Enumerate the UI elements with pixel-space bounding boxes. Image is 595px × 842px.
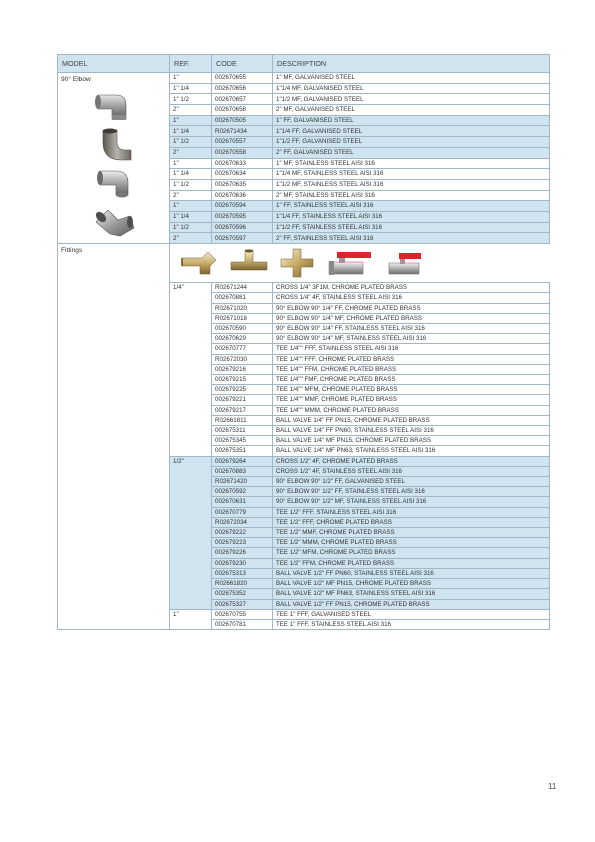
code-cell: 002670597	[212, 233, 273, 244]
fittings-images	[173, 246, 550, 280]
code-cell: 002679222	[212, 528, 273, 538]
description-cell: 90° ELBOW 90° 1/2" MF, STAINLESS STEEL AISI 316	[273, 497, 550, 507]
code-cell: 002679217	[212, 405, 273, 415]
code-cell: 002670590	[212, 324, 273, 334]
description-cell: TEE 1/2" FFF, CHROME PLATED BRASS	[273, 517, 550, 527]
code-cell: 002670781	[212, 619, 273, 629]
description-cell: 90° ELBOW 90° 1/2" FF, GALVANISED STEEL	[273, 477, 550, 487]
description-cell: TEE 1/4"" MMF, CHROME PLATED BRASS	[273, 395, 550, 405]
code-cell: R02671434	[212, 126, 273, 137]
code-cell: 002670636	[212, 190, 273, 201]
description-cell: TEE 1/2" MMM, CHROME PLATED BRASS	[273, 538, 550, 548]
description-cell: TEE 1/2" FFM, CHROME PLATED BRASS	[273, 558, 550, 568]
code-cell: 002670558	[212, 147, 273, 158]
code-cell: 002675311	[212, 426, 273, 436]
ref-cell: 1" 1/2	[170, 94, 212, 105]
code-cell: 002670881	[212, 293, 273, 303]
header-description: DESCRIPTION	[273, 55, 550, 73]
description-cell: TEE 1/4"" FFF, STAINLESS STEEL AISI 316	[273, 344, 550, 354]
description-cell: 1"1/4 FF, STAINLESS STEEL AISI 316	[273, 211, 550, 222]
tee-fitting-icon	[229, 248, 269, 278]
description-cell: TEE 1/2" MMF, CHROME PLATED BRASS	[273, 528, 550, 538]
description-cell: TEE 1/4"" MMM, CHROME PLATED BRASS	[273, 405, 550, 415]
description-cell: TEE 1/4"" FFF, CHROME PLATED BRASS	[273, 354, 550, 364]
description-cell: BALL VALVE 1/4" MF PN15, CHROME PLATED BRASS	[273, 436, 550, 446]
description-cell: 90° ELBOW 90° 1/2" FF, STAINLESS STEEL AISI 316	[273, 487, 550, 497]
ref-cell: 1" 1/4	[170, 211, 212, 222]
code-cell: 002670883	[212, 466, 273, 476]
header-ref: REF.	[170, 55, 212, 73]
header-code: CODE	[212, 55, 273, 73]
code-cell: R02671244	[212, 283, 273, 293]
code-cell: 002670594	[212, 201, 273, 212]
code-cell: 002679225	[212, 385, 273, 395]
description-cell: 1"1/2 MF, STAINLESS STEEL AISI 316	[273, 179, 550, 190]
code-cell: 002670557	[212, 137, 273, 148]
galvanised-elbow-mf-icon	[92, 87, 138, 123]
product-table	[57, 54, 550, 630]
ref-cell: 1"	[170, 115, 212, 126]
code-cell: R02672030	[212, 354, 273, 364]
description-cell: 2" FF, GALVANISED STEEL	[273, 147, 550, 158]
galvanised-elbow-ff-icon	[95, 126, 135, 162]
code-cell: 002670655	[212, 73, 273, 84]
code-cell: 002670658	[212, 105, 273, 116]
description-cell: 1"1/4 FF, GALVANISED STEEL	[273, 126, 550, 137]
code-cell: 002670633	[212, 158, 273, 169]
code-cell: 002670656	[212, 83, 273, 94]
description-cell: 2" FF, STAINLESS STEEL AISI 316	[273, 233, 550, 244]
code-cell: 002670629	[212, 334, 273, 344]
description-cell: TEE 1/4"" MFM, CHROME PLATED BRASS	[273, 385, 550, 395]
ref-cell: 1" 1/4	[170, 83, 212, 94]
description-cell: CROSS 1/2" 4F, CHROME PLATED BRASS	[273, 456, 550, 466]
elbow-fitting-icon	[179, 248, 219, 278]
description-cell: TEE 1/4"" FFM, CHROME PLATED BRASS	[273, 364, 550, 374]
code-cell: R02671020	[212, 303, 273, 313]
elbow-model-cell	[58, 73, 170, 244]
ref-cell: 2"	[170, 105, 212, 116]
description-cell: 1" MF, STAINLESS STEEL AISI 316	[273, 158, 550, 169]
description-cell: 1"1/2 MF, GALVANISED STEEL	[273, 94, 550, 105]
ball-valve-small-icon	[385, 247, 427, 279]
elbow-title: 90° Elbow	[61, 76, 91, 83]
code-cell: R02672034	[212, 517, 273, 527]
description-cell: 2" MF, STAINLESS STEEL AISI 316	[273, 190, 550, 201]
fittings-model-cell	[58, 244, 170, 630]
ref-cell: 1"	[170, 201, 212, 212]
description-cell: TEE 1/4"" FMF, CHROME PLATED BRASS	[273, 375, 550, 385]
code-cell: 002679221	[212, 395, 273, 405]
fittings-image-row	[58, 244, 550, 283]
ref-cell: 1/4"	[170, 283, 212, 456]
code-cell: R02661820	[212, 579, 273, 589]
description-cell: BALL VALVE 1/4" FF PN60, STAINLESS STEEL AISI 316	[273, 426, 550, 436]
table-row	[58, 73, 550, 84]
description-cell: 1"1/4 MF, STAINLESS STEEL AISI 316	[273, 169, 550, 180]
code-cell: 002670755	[212, 609, 273, 619]
ref-cell: 2"	[170, 233, 212, 244]
description-cell: 1" MF, GALVANISED STEEL	[273, 73, 550, 84]
code-cell: 002670657	[212, 94, 273, 105]
description-cell: 1" FF, STAINLESS STEEL AISI 316	[273, 201, 550, 212]
code-cell: 002670634	[212, 169, 273, 180]
code-cell: 002670592	[212, 487, 273, 497]
code-cell: R02661811	[212, 415, 273, 425]
code-cell: 002670777	[212, 344, 273, 354]
description-cell: BALL VALVE 1/2" FF PN15, CHROME PLATED BRASS	[273, 599, 550, 609]
description-cell: 90° ELBOW 90° 1/4" FF, CHROME PLATED BRASS	[273, 303, 550, 313]
ref-cell: 2"	[170, 190, 212, 201]
ref-cell: 1" 1/4	[170, 126, 212, 137]
ref-cell: 1" 1/4	[170, 169, 212, 180]
ref-cell: 1" 1/2	[170, 179, 212, 190]
code-cell: 002675327	[212, 599, 273, 609]
code-cell: 002670779	[212, 507, 273, 517]
description-cell: 90° ELBOW 90° 1/4" MF, CHROME PLATED BRASS	[273, 313, 550, 323]
code-cell: 002670596	[212, 222, 273, 233]
code-cell: 002670631	[212, 497, 273, 507]
description-cell: TEE 1/2" MFM, CHROME PLATED BRASS	[273, 548, 550, 558]
page-number: 11	[548, 782, 557, 791]
description-cell: 1"1/2 FF, GALVANISED STEEL	[273, 137, 550, 148]
description-cell: 1"1/2 FF, STAINLESS STEEL AISI 316	[273, 222, 550, 233]
description-cell: TEE 1/2" FFF, STAINLESS STEEL AISI 316	[273, 507, 550, 517]
description-cell: CROSS 1/4" 3F1M, CHROME PLATED BRASS	[273, 283, 550, 293]
stainless-elbow-ff-icon	[92, 204, 138, 240]
ref-cell: 1"	[170, 158, 212, 169]
ref-cell: 1"	[170, 73, 212, 84]
description-cell: TEE 1" FFF, STAINLESS STEEL AISI 316	[273, 619, 550, 629]
code-cell: 002675351	[212, 446, 273, 456]
description-cell: 1"1/4 MF, GALVANISED STEEL	[273, 83, 550, 94]
description-cell: BALL VALVE 1/2" MF PN63, STAINLESS STEEL AISI 316	[273, 589, 550, 599]
ref-cell: 2"	[170, 147, 212, 158]
table-header	[58, 55, 550, 73]
code-cell: 002675352	[212, 589, 273, 599]
fittings-title: Fittings	[61, 247, 83, 255]
fittings-images-cell	[170, 244, 550, 283]
cross-fitting-icon	[279, 247, 315, 279]
ref-cell: 1" 1/2	[170, 137, 212, 148]
description-cell: BALL VALVE 1/4" MF PN63, STAINLESS STEEL AISI 316	[273, 446, 550, 456]
description-cell: BALL VALVE 1/4" FF PN15, CHROME PLATED BRASS	[273, 415, 550, 425]
description-cell: 90° ELBOW 90° 1/4" MF, STAINLESS STEEL AISI 316	[273, 334, 550, 344]
code-cell: 002675313	[212, 568, 273, 578]
description-cell: TEE 1" FFF, GALVANISED STEEL	[273, 609, 550, 619]
ref-cell: 1" 1/2	[170, 222, 212, 233]
code-cell: 002675345	[212, 436, 273, 446]
code-cell: 002679264	[212, 456, 273, 466]
code-cell: R02671018	[212, 313, 273, 323]
description-cell: CROSS 1/2" 4F, STAINLESS STEEL AISI 316	[273, 466, 550, 476]
description-cell: BALL VALVE 1/2" MF PN15, CHROME PLATED BRASS	[273, 579, 550, 589]
ref-cell: 1/2"	[170, 456, 212, 609]
description-cell: CROSS 1/4" 4F, STAINLESS STEEL AISI 316	[273, 293, 550, 303]
ref-cell: 1"	[170, 609, 212, 629]
description-cell: BALL VALVE 1/2" FF PN60, STAINLESS STEEL AISI 316	[273, 568, 550, 578]
code-cell: R02671420	[212, 477, 273, 487]
code-cell: 002679215	[212, 375, 273, 385]
code-cell: 002679226	[212, 548, 273, 558]
header-model: MODEL	[58, 55, 170, 73]
code-cell: 002670505	[212, 115, 273, 126]
ball-valve-icon	[325, 246, 375, 280]
description-cell: 1" FF, GALVANISED STEEL	[273, 115, 550, 126]
code-cell: 002670635	[212, 179, 273, 190]
description-cell: 90° ELBOW 90° 1/4" FF, STAINLESS STEEL AISI 316	[273, 324, 550, 334]
code-cell: 002679216	[212, 364, 273, 374]
code-cell: 002679223	[212, 538, 273, 548]
description-cell: 2" MF, GALVANISED STEEL	[273, 105, 550, 116]
code-cell: 002670595	[212, 211, 273, 222]
code-cell: 002679230	[212, 558, 273, 568]
stainless-elbow-mf-icon	[92, 165, 138, 201]
